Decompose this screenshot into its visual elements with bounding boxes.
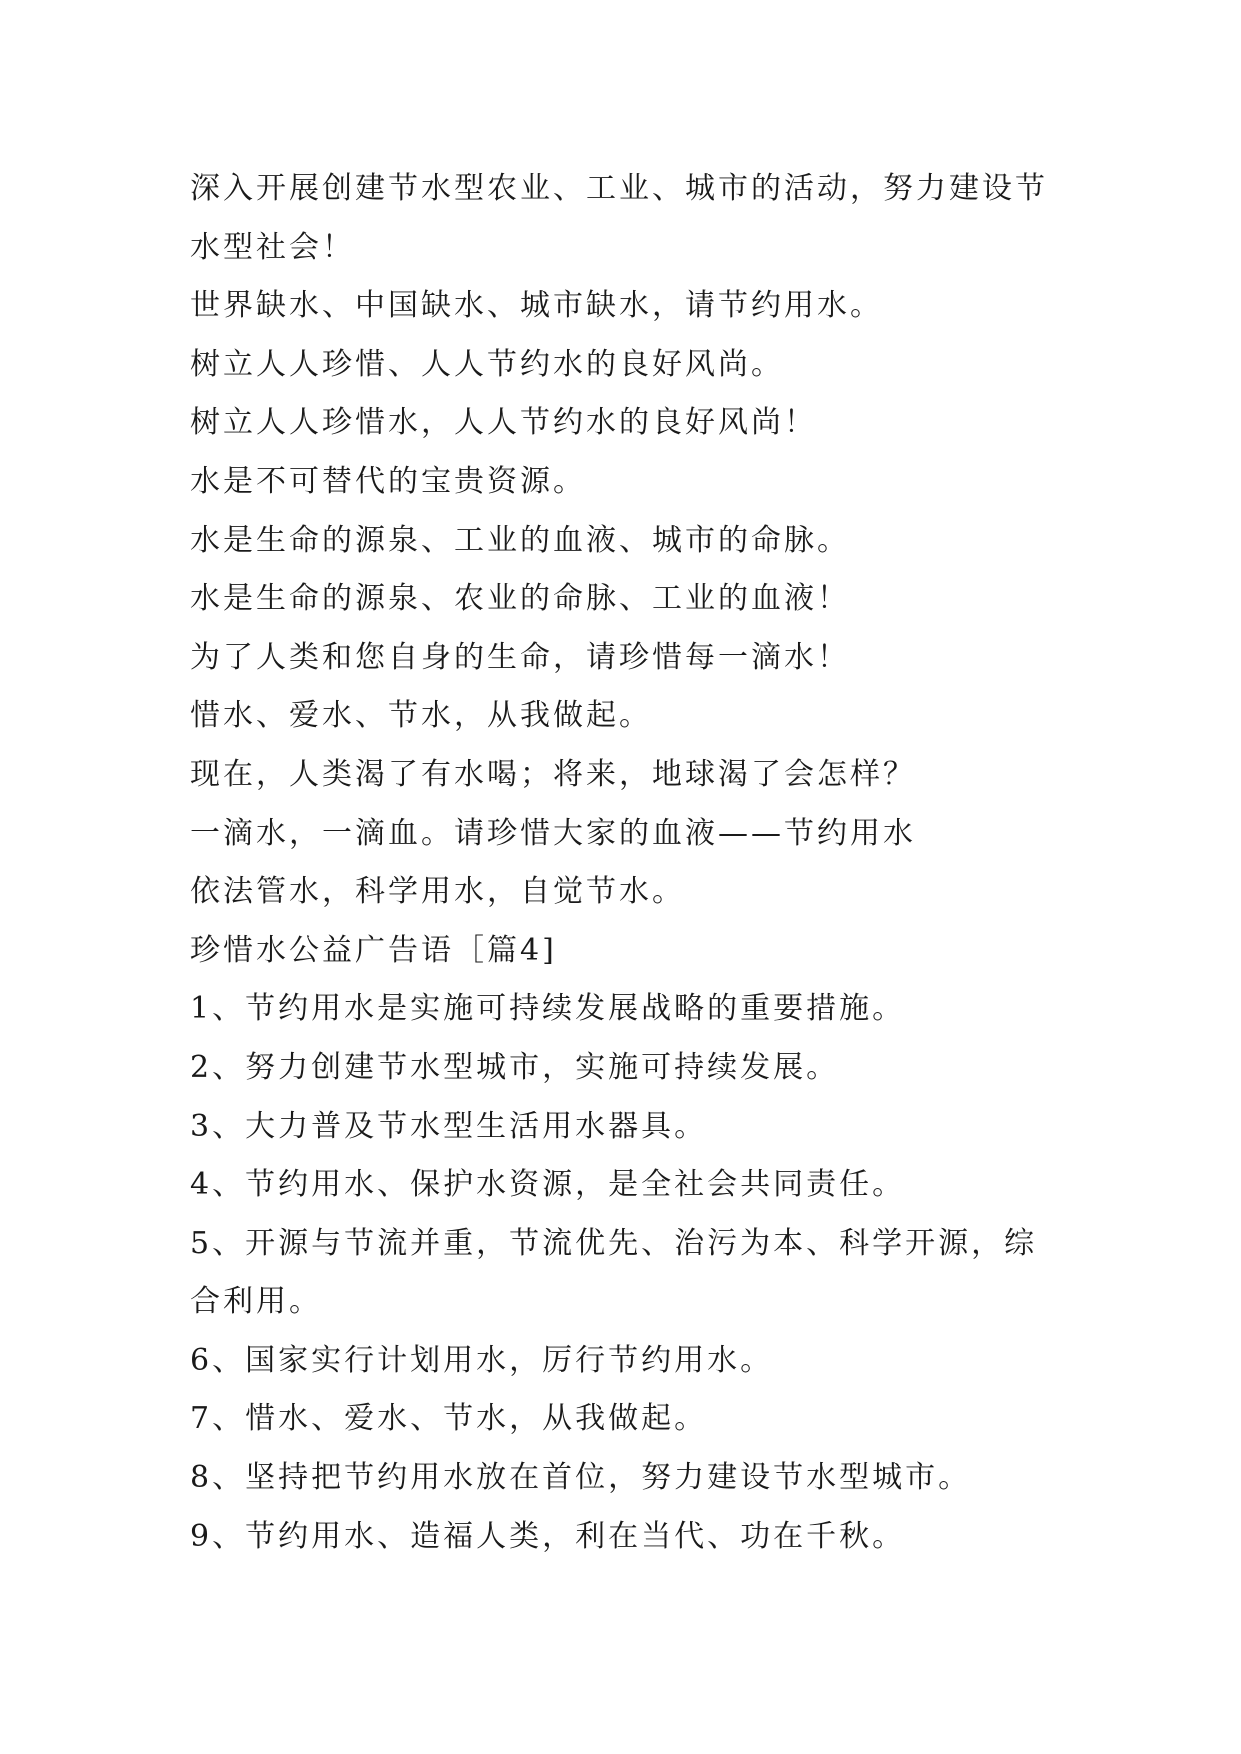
list-item: 4、节约用水、保护水资源，是全社会共同责任。 — [190, 1167, 906, 1203]
text-line: 依法管水，科学用水，自觉节水。 — [190, 874, 685, 910]
list-item: 9、节约用水、造福人类，利在当代、功在千秋。 — [190, 1518, 906, 1554]
text-line: 惜水、爱水、节水，从我做起。 — [190, 698, 652, 734]
list-item: 3、大力普及节水型生活用水器具。 — [190, 1108, 708, 1144]
list-item: 2、努力创建节水型城市，实施可持续发展。 — [190, 1049, 840, 1085]
text-line: 为了人类和您自身的生命，请珍惜每一滴水！ — [190, 639, 850, 675]
text-line: 水型社会！ — [190, 229, 355, 265]
document-body — [190, 160, 1070, 1566]
list-item-continuation: 合利用。 — [190, 1284, 322, 1320]
section-heading: 珍惜水公益广告语［篇4] — [190, 932, 557, 968]
text-line: 世界缺水、中国缺水、城市缺水，请节约用水。 — [190, 288, 883, 324]
list-item: 8、坚持把节约用水放在首位，努力建设节水型城市。 — [190, 1460, 972, 1496]
list-item: 6、国家实行计划用水，厉行节约用水。 — [190, 1342, 774, 1378]
text-line: 现在，人类渴了有水喝；将来，地球渴了会怎样？ — [190, 756, 916, 792]
text-line: 水是生命的源泉、工业的血液、城市的命脉。 — [190, 522, 850, 558]
list-item: 1、节约用水是实施可持续发展战略的重要措施。 — [190, 991, 906, 1027]
text-line: 深入开展创建节水型农业、工业、城市的活动，努力建设节 — [190, 171, 1048, 206]
text-line: 一滴水，一滴血。请珍惜大家的血液——节约用水 — [190, 815, 916, 851]
list-item: 5、开源与节流并重，节流优先、治污为本、科学开源，综 — [190, 1225, 1038, 1261]
text-line: 水是不可替代的宝贵资源。 — [190, 463, 586, 499]
text-line: 树立人人珍惜水，人人节约水的良好风尚！ — [190, 405, 817, 441]
text-line: 树立人人珍惜、人人节约水的良好风尚。 — [190, 346, 784, 382]
list-item: 7、惜水、爱水、节水，从我做起。 — [190, 1401, 708, 1437]
text-line: 水是生命的源泉、农业的命脉、工业的血液！ — [190, 581, 850, 617]
